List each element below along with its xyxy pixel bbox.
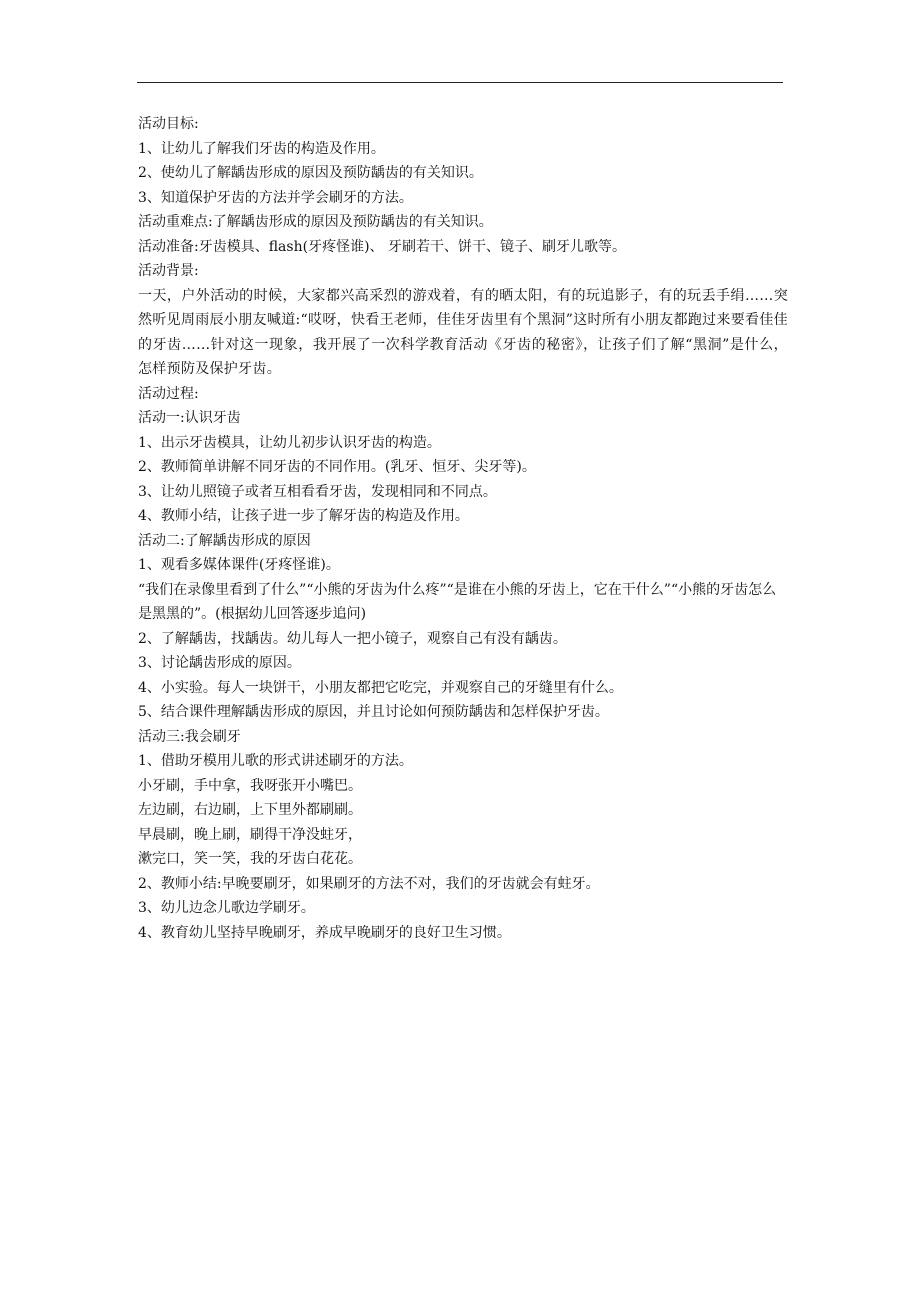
activity-heading: 活动三:我会刷牙: [138, 728, 241, 745]
preparation: 活动准备:牙齿模具、flash(牙疼怪谁)、 牙刷若干、饼干、镜子、刷牙儿歌等。: [138, 238, 626, 255]
activity-step: 3、让幼儿照镜子或者互相看看牙齿，发现相同和不同点。: [138, 483, 497, 500]
song-line: 漱完口，笑一笑，我的牙齿白花花。: [138, 851, 362, 867]
questions-paragraph: “我们在录像里看到了什么”“小熊的牙齿为什么疼”“是谁在小熊的牙齿上，它在干什么”“小熊的牙齿怎么是黑黑的”。(根据幼儿回答逐步追问): [138, 581, 777, 622]
section-heading-process: 活动过程:: [138, 385, 199, 402]
activity-step: 4、教育幼儿坚持早晚刷牙，养成早晚刷牙的良好卫生习惯。: [138, 924, 511, 941]
activity-heading: 活动一:认识牙齿: [138, 410, 241, 426]
song-line: 小牙刷，手中拿，我呀张开小嘴巴。: [138, 777, 362, 794]
activity-step: 2、了解龋齿，找龋齿。幼儿每人一把小镜子，观察自己有没有龋齿。: [138, 630, 567, 647]
activity-step: 3、幼儿边念儿歌边学刷牙。: [138, 900, 315, 916]
activity-step: 4、小实验。每人一块饼干，小朋友都把它吃完，并观察自己的牙缝里有什么。: [138, 679, 623, 696]
key-points: 活动重难点:了解龋齿形成的原因及预防龋齿的有关知识。: [138, 214, 493, 230]
activity-step: 1、借助牙模用儿歌的形式讲述刷牙的方法。: [138, 753, 413, 769]
section-heading-goals: 活动目标:: [138, 116, 199, 132]
goal-item: 2、使幼儿了解龋齿形成的原因及预防龋齿的有关知识。: [138, 165, 483, 181]
activity-heading: 活动二:了解龋齿形成的原因: [138, 532, 311, 549]
goal-item: 3、知道保护牙齿的方法并学会刷牙的方法。: [138, 189, 413, 206]
header-rule: [137, 82, 783, 83]
activity-step: 3、讨论龋齿形成的原因。: [138, 655, 301, 671]
activity-step: 2、教师小结:早晚要刷牙，如果刷牙的方法不对，我们的牙齿就会有蛀牙。: [138, 875, 600, 892]
activity-step: 4、教师小结，让孩子进一步了解牙齿的构造及作用。: [138, 508, 469, 524]
song-line: 早晨刷，晚上刷，刷得干净没蛀牙，: [138, 826, 362, 843]
section-heading-background: 活动背景:: [138, 263, 199, 279]
activity-step: 5、结合课件理解龋齿形成的原因，并且讨论如何预防龋齿和怎样保护牙齿。: [138, 704, 609, 720]
song-line: 左边刷，右边刷，上下里外都刷刷。: [138, 802, 362, 818]
activity-step: 1、观看多媒体课件(牙疼怪谁)。: [138, 557, 340, 573]
goal-item: 1、让幼儿了解我们牙齿的构造及作用。: [138, 140, 385, 157]
document-body: [138, 112, 788, 945]
activity-step: 2、教师简单讲解不同牙齿的不同作用。(乳牙、恒牙、尖牙等)。: [138, 459, 536, 475]
background-paragraph: 一天，户外活动的时候，大家都兴高采烈的游戏着，有的晒太阳，有的玩追影子，有的玩丢手绢……突然听见周雨辰小朋友喊道:“哎呀，快看王老师，佳佳牙齿里有个黑洞”这时所有小朋友都跑过来要看佳佳的牙齿……针对这一现象，我开展了一次科学教育活动《牙齿的秘密》，让孩子们了解“黑洞”是什么，怎样预防及保护牙齿。: [138, 287, 788, 377]
activity-step: 1、出示牙齿模具，让幼儿初步认识牙齿的构造。: [138, 434, 441, 451]
